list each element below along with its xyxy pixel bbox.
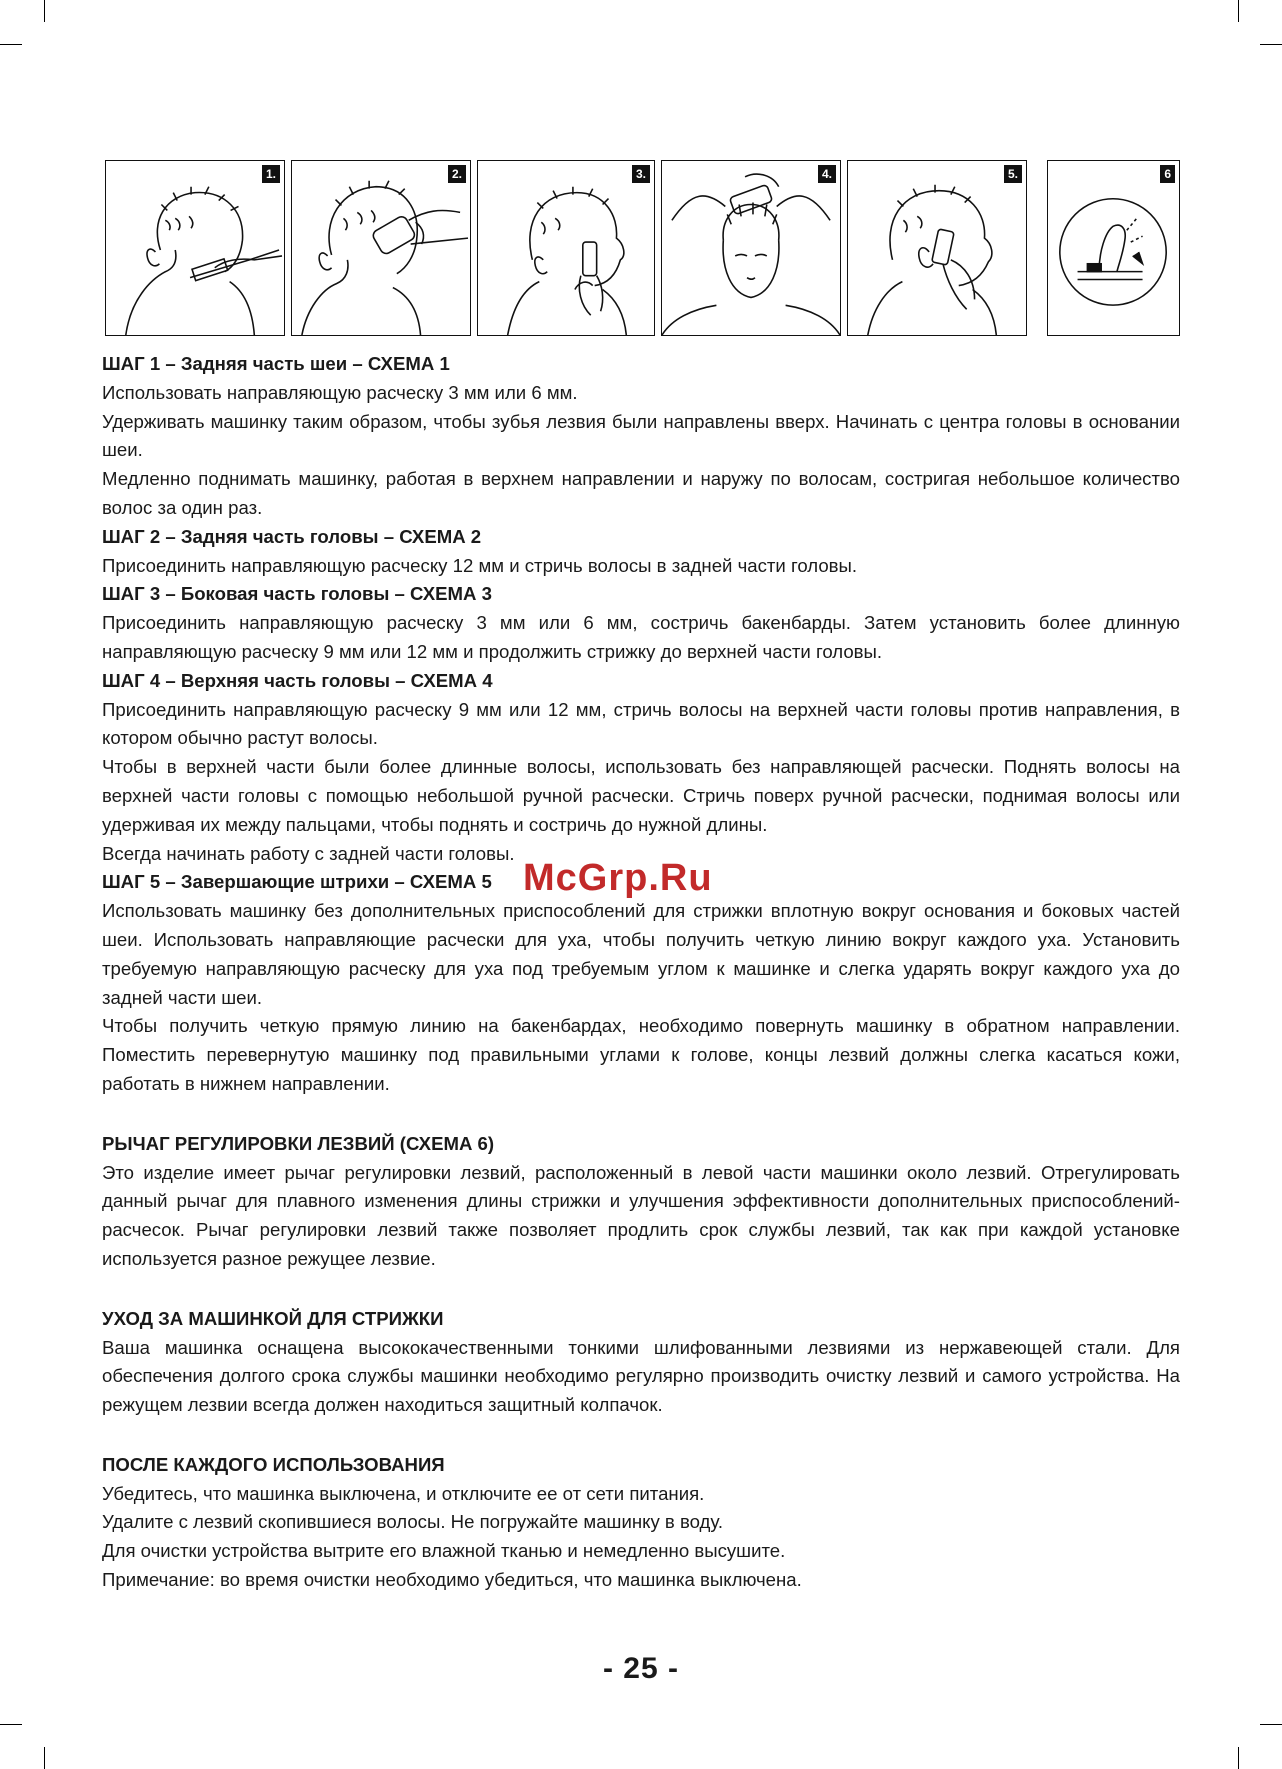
section-heading: РЫЧАГ РЕГУЛИРОВКИ ЛЕЗВИЙ (СХЕМА 6): [102, 1132, 495, 1154]
paragraph: Всегда начинать работу с задней части головы.: [102, 842, 515, 864]
spacer: [102, 1420, 1180, 1451]
step-1: [102, 350, 1180, 523]
step-3: [102, 580, 1180, 666]
illustration-head-back-icon: [292, 161, 470, 335]
illustration-neck-icon: [106, 161, 284, 335]
illustration-ear-trim-icon: [848, 161, 1026, 335]
paragraph: Ваша машинка оснащена высококачественными тонкими шлифованными лезвиями из нержавеющей стали. Для обеспечения долгого срока службы машинки необходимо регулярно производить очистку лезвий и самого устройства. На режущем лезвии всегда должен находиться защитный колпачок.: [102, 1336, 1180, 1416]
paragraph: Чтобы получить четкую прямую линию на бакенбардах, необходимо повернуть машинку в обратном направлении. Поместить перевернутую машинку под правильными углами к голове, концы лезвий должны слегка касаться кожи, работать в нижнем направлении.: [102, 1015, 1180, 1094]
paragraph: Для очистки устройства вытрите его влажной тканью и немедленно высушите.: [102, 1540, 786, 1562]
step-heading: ШАГ 3 – Боковая часть головы – СХЕМА 3: [102, 583, 492, 605]
section-heading: УХОД ЗА МАШИНКОЙ ДЛЯ СТРИЖКИ: [102, 1307, 444, 1329]
section-blade-lever: [102, 1130, 1180, 1274]
figure-5-finishing-touches: [847, 160, 1027, 336]
figure-number: 2.: [448, 165, 466, 183]
section-clipper-care: [102, 1305, 1180, 1420]
illustration-blade-lever-icon: [1048, 161, 1179, 335]
paragraph: Присоединить направляющую расческу 12 мм и стричь волосы в задней части головы.: [102, 554, 858, 576]
paragraph: Присоединить направляющую расческу 9 мм или 12 мм, стричь волосы на верхней части головы против направления, в котором обычно растут волосы.: [102, 698, 1180, 749]
figure-2-back-of-head: [291, 160, 471, 336]
paragraph: Медленно поднимать машинку, работая в верхнем направлении и наружу по волосам, состригая небольшое количество волос за один раз.: [102, 468, 1180, 518]
step-heading: ШАГ 2 – Задняя часть головы – СХЕМА 2: [102, 525, 482, 547]
paragraph: Удерживать машинку таким образом, чтобы зубья лезвия были направлены вверх. Начинать с центра головы в основании шеи.: [102, 410, 1180, 461]
figure-4-top-of-head: [661, 160, 841, 336]
crop-mark: [1260, 44, 1282, 45]
spacer: [102, 1099, 1180, 1130]
figure-1-back-of-neck: [105, 160, 285, 336]
step-2: [102, 523, 1180, 581]
illustration-head-side-icon: [478, 161, 654, 335]
figure-number: 6: [1160, 165, 1175, 183]
step-heading: ШАГ 1 – Задняя часть шеи – СХЕМА 1: [102, 353, 450, 374]
crop-mark: [44, 1747, 45, 1769]
crop-mark: [1260, 1724, 1282, 1725]
crop-mark: [1238, 0, 1239, 22]
figure-number: 1.: [262, 165, 280, 183]
instructions-body: [102, 350, 1180, 1595]
illustration-head-top-icon: [662, 161, 840, 335]
figure-number: 3.: [632, 165, 650, 183]
paragraph: Удалите с лезвий скопившиеся волосы. Не погружайте машинку в воду.: [102, 1511, 724, 1533]
paragraph: Убедитесь, что машинка выключена, и отключите ее от сети питания.: [102, 1482, 705, 1504]
figure-strip: [105, 160, 1180, 338]
step-heading: ШАГ 5 – Завершающие штрихи – СХЕМА 5: [102, 871, 492, 893]
step-heading: ШАГ 4 – Верхняя часть головы – СХЕМА 4: [102, 669, 493, 691]
crop-mark: [44, 0, 45, 22]
paragraph: Чтобы в верхней части были более длинные волосы, использовать без направляющей расчески. Поднять волосы на верхней части головы с помощью небольшой ручной расчески. Стричь поверх ручной расчески, поднимая волосы или удерживая их между пальцами, чтобы поднять и состричь до нужной длины.: [102, 756, 1180, 835]
paragraph: Это изделие имеет рычаг регулировки лезвий, расположенный в левой части машинки около лезвий. Отрегулировать данный рычаг для плавного изменения длины стрижки и улучшения эффективности дополнительных приспособлений-расчесок. Рычаг регулировки лезвий также позволяет продлить срок службы лезвий, так как при каждой установке используется разное режущее лезвие.: [102, 1161, 1180, 1269]
step-4: [102, 667, 1180, 869]
figure-6-blade-lever: [1047, 160, 1180, 336]
figure-3-side-of-head: [477, 160, 655, 336]
section-after-each-use: [102, 1451, 1180, 1595]
paragraph: Использовать направляющую расческу 3 мм или 6 мм.: [102, 381, 578, 403]
crop-mark: [0, 44, 22, 45]
page-number: - 25 -: [602, 1652, 680, 1685]
section-heading: ПОСЛЕ КАЖДОГО ИСПОЛЬЗОВАНИЯ: [102, 1453, 445, 1475]
paragraph: Использовать машинку без дополнительных приспособлений для стрижки вплотную вокруг основания и боковых частей шеи. Использовать направляющие расчески для уха, чтобы получить четкую линию вокруг каждого уха. Установить требуемую направляющую расческу для уха под требуемым углом к машинке и слегка ударять вокруг каждого уха до задней части шеи.: [102, 900, 1180, 1008]
paragraph: Присоединить направляющую расческу 3 мм или 6 мм, состричь бакенбарды. Затем установить более длинную направляющую расческу 9 мм или 12 мм и продолжить стрижку до верхней части головы.: [102, 612, 1180, 662]
crop-mark: [0, 1724, 22, 1725]
figure-number: 4.: [818, 165, 836, 183]
figure-number: 5.: [1004, 165, 1022, 183]
step-5: [102, 868, 1180, 1098]
crop-mark: [1238, 1747, 1239, 1769]
paragraph: Примечание: во время очистки необходимо убедиться, что машинка выключена.: [102, 1569, 802, 1591]
watermark: McGrp.Ru: [523, 857, 713, 899]
spacer: [102, 1274, 1180, 1305]
